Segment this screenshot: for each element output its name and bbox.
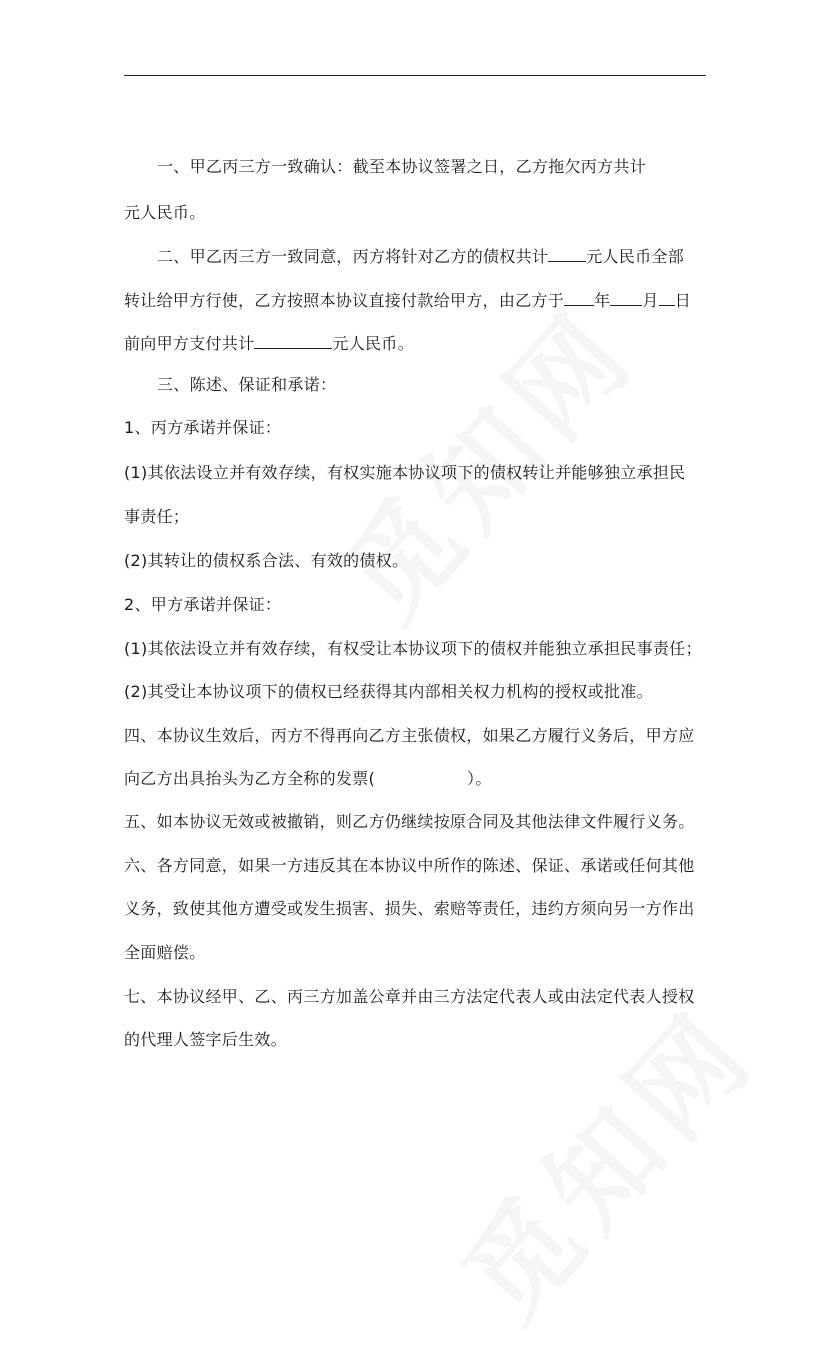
text-segment: ）。 <box>467 769 492 788</box>
header-rule <box>124 75 706 76</box>
section-6-line-3: 全面赔偿。 <box>124 943 206 962</box>
section-4-line-1: 四、本协议生效后，丙方不得再向乙方主张债权，如果乙方履行义务后，甲方应 <box>124 726 695 745</box>
clause-2-heading: 2、甲方承诺并保证： <box>124 595 282 614</box>
text-segment: 转让给甲方行使，乙方按照本协议直接付款给甲方，由乙方于 <box>124 291 565 310</box>
text-segment: 元人民币。 <box>332 334 414 353</box>
blank-year <box>564 289 594 306</box>
watermark-logo <box>422 970 784 1348</box>
section-5: 五、如本协议无效或被撤销，则乙方仍继续按原合同及其他法律文件履行义务。 <box>124 812 695 831</box>
clause-2-item-1: (1)其依法设立并有效存续，有权受让本协议项下的债权并能独立承担民事责任； <box>124 639 702 658</box>
section-7-line-1: 七、本协议经甲、乙、丙三方加盖公章并由三方法定代表人或由法定代表人授权 <box>124 987 695 1006</box>
text-segment: 日 <box>674 291 692 310</box>
watermark-logo <box>302 270 664 648</box>
blank-amount <box>548 245 586 262</box>
section-4-line-2 <box>124 768 492 790</box>
text-segment: 二、甲乙丙三方一致同意，丙方将针对乙方的债权共计 <box>157 247 549 266</box>
clause-1-heading: 1、丙方承诺并保证： <box>124 418 282 437</box>
paragraph-2-line-3 <box>124 332 414 355</box>
text-segment: 年 <box>594 291 611 310</box>
paragraph-2-line-1 <box>157 245 684 268</box>
section-6-line-2: 义务，致使其他方遭受或发生损害、损失、索赔等责任，违约方须向另一方作出 <box>124 899 695 918</box>
paragraph-1-line-2: 元人民币。 <box>124 203 206 222</box>
text-segment: 元人民币全部 <box>586 247 685 266</box>
clause-1-item-1-line-2: 事责任； <box>124 507 190 526</box>
paragraph-2-line-2 <box>124 289 691 312</box>
text-segment: 前向甲方支付共计 <box>124 334 255 353</box>
clause-1-item-1-line-1: (1)其依法设立并有效存续，有权实施本协议项下的债权转让并能够独立承担民 <box>124 463 686 482</box>
text-segment: 向乙方出具抬头为乙方全称的发票( <box>124 769 376 788</box>
section-7-line-2: 的代理人签字后生效。 <box>124 1030 288 1049</box>
section-6-line-1: 六、各方同意，如果一方违反其在本协议中所作的陈述、保证、承诺或任何其他 <box>124 856 695 875</box>
blank-day <box>659 289 675 306</box>
clause-2-item-2: (2)其受让本协议项下的债权已经获得其内部相关权力机构的授权或批准。 <box>124 682 653 701</box>
text-segment: 月 <box>642 291 659 310</box>
blank-month <box>610 289 642 306</box>
paragraph-1-line-1: 一、甲乙丙三方一致确认：截至本协议签署之日，乙方拖欠丙方共计 <box>157 157 647 176</box>
clause-1-item-2: (2)其转让的债权系合法、有效的债权。 <box>124 551 409 570</box>
section-3-heading: 三、陈述、保证和承诺： <box>157 375 337 394</box>
blank-total <box>254 332 332 349</box>
